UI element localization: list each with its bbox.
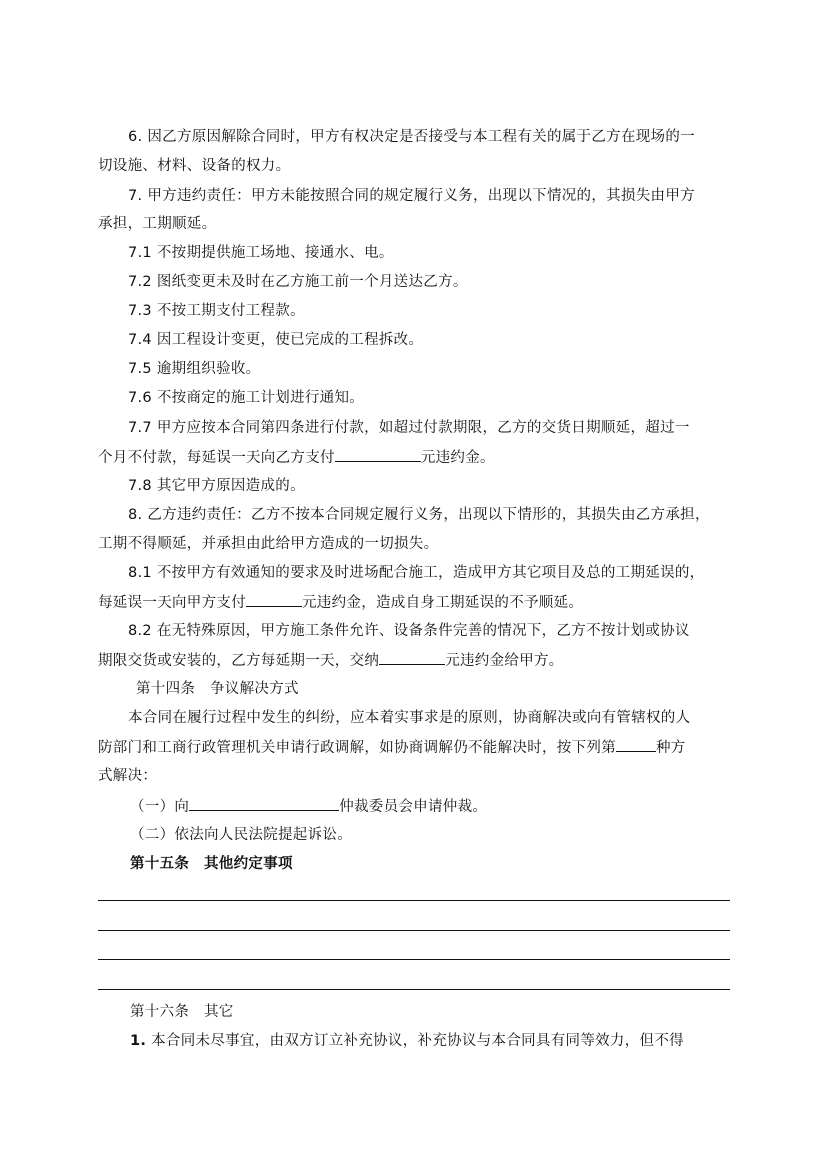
clause-8-1-text-b: 元违约金，造成自身工期延误的不予顺延。 <box>302 595 584 611</box>
clause-8-1-line-1: 8.1 不按甲方有效通知的要求及时进场配合施工，造成甲方其它项目及总的工期延误的， <box>128 565 705 581</box>
clause-8-2-line-1: 8.2 在无特殊原因，甲方施工条件允许、设备条件完善的情况下，乙方不按计划或协议 <box>128 623 690 639</box>
option-2: （二）依法向人民法院提起诉讼。 <box>130 827 352 843</box>
clause-8-line-2: 工期不得顺延，并承担由此给甲方造成的一切损失。 <box>98 536 439 552</box>
option-1-text-b: 仲裁委员会申请仲裁。 <box>339 799 488 815</box>
clause-8-2-text-b: 元违约金给甲方。 <box>445 653 564 669</box>
clause-8-2-line-2 <box>98 650 730 671</box>
clause-7-7-line-2 <box>98 447 730 468</box>
article-14-text-a: 防部门和工商行政管理机关申请行政调解，如协商调解仍不能解决时，按下列第 <box>98 740 616 756</box>
clause-7-2: 7.2 图纸变更未及时在乙方施工前一个月送达乙方。 <box>128 274 468 290</box>
fill-blank[interactable] <box>189 796 339 811</box>
clause-7-7-line-1: 7.7 甲方应按本合同第四条进行付款，如超过付款期限，乙方的交货日期顺延，超过一 <box>128 420 690 436</box>
clause-7-6: 7.6 不按商定的施工计划进行通知。 <box>128 390 365 406</box>
clause-8-2-text-a: 期限交货或安装的，乙方每延期一天，交纳 <box>98 653 380 669</box>
clause-7-7-text-b: 元违约金。 <box>420 450 495 466</box>
blank-rule-2 <box>98 930 730 931</box>
article-16-item-1-text: 本合同未尽事宜，由双方订立补充协议，补充协议与本合同具有同等效力，但不得 <box>151 1033 684 1049</box>
article-16-heading: 第十六条 其它 <box>130 1004 234 1020</box>
clause-7-5: 7.5 逾期组织验收。 <box>128 361 261 377</box>
article-16-item-1 <box>130 1031 730 1051</box>
clause-7-7-text-a: 个月不付款，每延误一天向乙方支付 <box>98 450 335 466</box>
article-14-line-3: 式解决： <box>98 768 158 784</box>
fill-blank[interactable] <box>379 650 445 665</box>
clause-6-line-1: 6. 因乙方原因解除合同时，甲方有权决定是否接受与本工程有关的属于乙方在现场的一 <box>128 129 695 145</box>
fill-blank[interactable] <box>616 737 656 752</box>
clause-7-8: 7.8 其它甲方原因造成的。 <box>128 478 305 494</box>
article-15-heading: 第十五条 其他约定事项 <box>130 856 293 872</box>
item-number: 1. <box>130 1033 147 1049</box>
blank-rule-4 <box>98 989 730 990</box>
blank-rule-3 <box>98 959 730 960</box>
clause-8-line-1: 8. 乙方违约责任：乙方不按本合同规定履行义务，出现以下情形的，其损失由乙方承担， <box>128 507 710 523</box>
fill-blank[interactable] <box>335 447 421 462</box>
clause-7-4: 7.4 因工程设计变更，使已完成的工程拆改。 <box>128 332 424 348</box>
clause-8-1-line-2 <box>98 592 730 613</box>
article-14-line-1: 本合同在履行过程中发生的纠纷，应本着实事求是的原则，协商解决或向有管辖权的人 <box>128 710 691 726</box>
option-1-text-a: （一）向 <box>130 799 190 815</box>
clause-7-3: 7.3 不按工期支付工程款。 <box>128 303 305 319</box>
article-14-line-2 <box>98 737 730 758</box>
clause-7-1: 7.1 不按期提供施工场地、接通水、电。 <box>128 245 394 261</box>
clause-7-line-1: 7. 甲方违约责任：甲方未能按照合同的规定履行义务，出现以下情况的，其损失由甲方 <box>128 188 695 204</box>
option-1 <box>130 796 732 817</box>
clause-8-1-text-a: 每延误一天向甲方支付 <box>98 595 246 611</box>
blank-rule-1 <box>98 900 730 901</box>
fill-blank[interactable] <box>246 592 302 607</box>
clause-7-line-2: 承担，工期顺延。 <box>98 216 217 232</box>
clause-6-line-2: 切设施、材料、设备的权力。 <box>98 158 291 174</box>
article-14-text-b: 种方 <box>656 740 686 756</box>
article-14-heading: 第十四条 争议解决方式 <box>136 681 299 697</box>
